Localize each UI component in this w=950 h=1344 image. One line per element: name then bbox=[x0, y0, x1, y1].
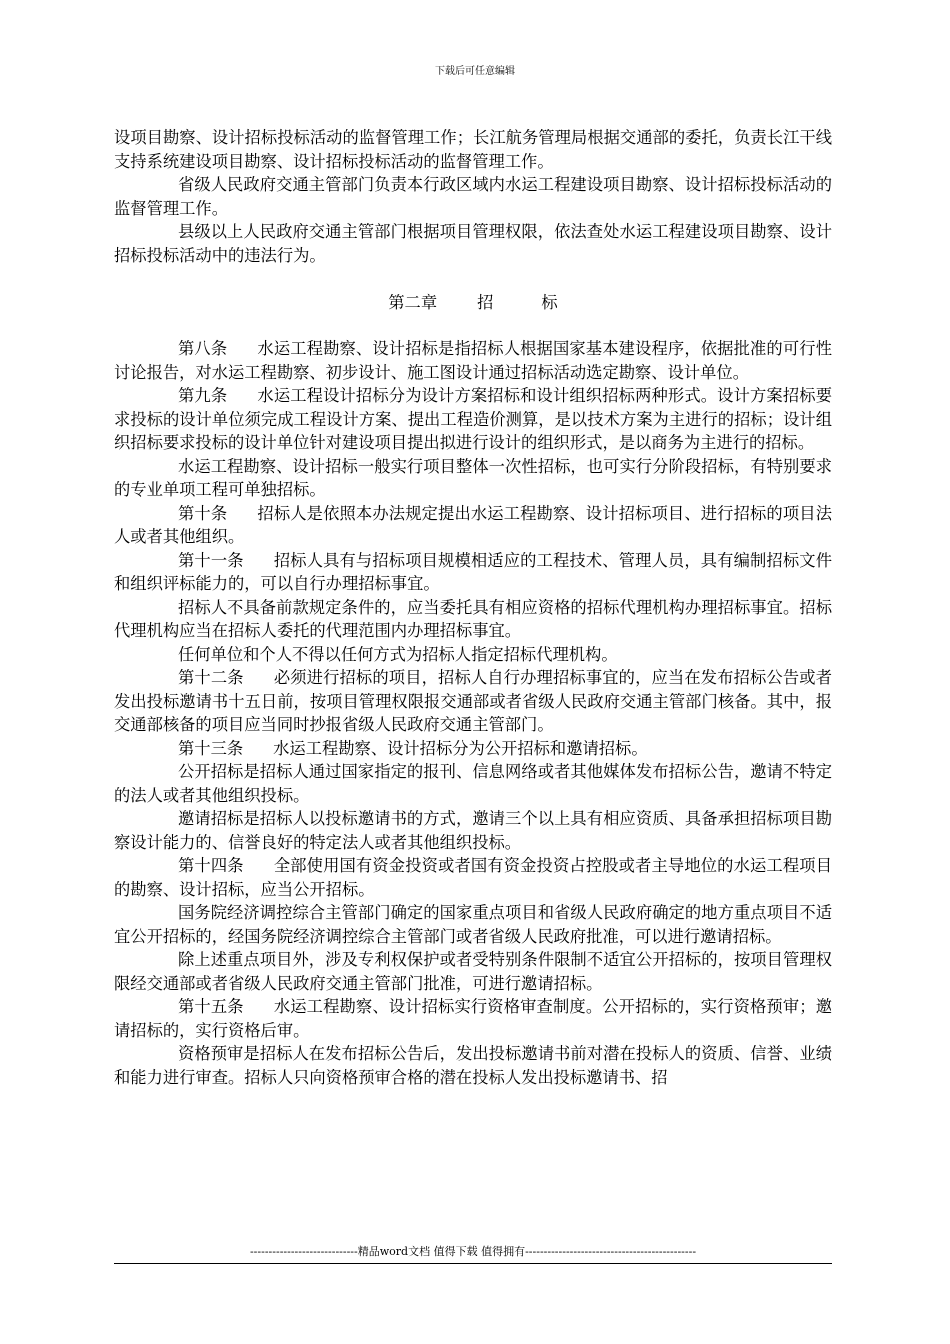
article-text: 水运工程设计招标分为设计方案招标和设计组织招标两种形式。设计方案招标要求投标的设计单位须完成工程设计方案、提出工程造价测算，是以技术方案为主进行的招标；设计组织招标要求投标的设计单位针对建设项目提出拟进行设计的组织形式，是以商务为主进行的招标。 bbox=[114, 386, 832, 452]
intro-paragraph: 省级人民政府交通主管部门负责本行政区域内水运工程建设项目勘察、设计招标投标活动的监督管理工作。 bbox=[114, 175, 832, 218]
article-10 bbox=[114, 502, 832, 549]
article-paragraph: 公开招标是招标人通过国家指定的报刊、信息网络或者其他媒体发布招标公告，邀请不特定的法人或者其他组织投标。 bbox=[114, 762, 832, 805]
article-label: 第十一条 bbox=[178, 550, 244, 570]
article-text: 水运工程勘察、设计招标是指招标人根据国家基本建设程序，依据批准的可行性讨论报告，对水运工程勘察、初步设计、施工图设计通过招标活动选定勘察、设计单位。 bbox=[114, 339, 832, 382]
chapter-heading bbox=[114, 291, 832, 315]
intro-paragraph: 县级以上人民政府交通主管部门根据项目管理权限，依法查处水运工程建设项目勘察、设计招标投标活动中的违法行为。 bbox=[114, 222, 832, 265]
article-label: 第十四条 bbox=[178, 856, 244, 875]
article-9 bbox=[114, 384, 832, 455]
document-body bbox=[114, 126, 832, 1089]
article-paragraph: 邀请招标是招标人以投标邀请书的方式，邀请三个以上具有相应资质、具备承担招标项目勘察设计能力的、信誉良好的特定法人或者其他组织投标。 bbox=[114, 809, 832, 852]
article-text: 招标人是依照本办法规定提出水运工程勘察、设计招标项目、进行招标的项目法人或者其他组织。 bbox=[114, 503, 832, 546]
article-paragraph: 水运工程勘察、设计招标一般实行项目整体一次性招标，也可实行分阶段招标，有特别要求的专业单项工程可单独招标。 bbox=[114, 456, 832, 499]
article-13 bbox=[114, 737, 832, 761]
article-paragraph: 招标人不具备前款规定条件的，应当委托具有相应资格的招标代理机构办理招标事宜。招标代理机构应当在招标人委托的代理范围内办理招标事宜。 bbox=[114, 597, 832, 640]
article-text: 水运工程勘察、设计招标实行资格审查制度。公开招标的，实行资格预审；邀请招标的，实行资格后审。 bbox=[114, 997, 832, 1040]
article-label: 第九条 bbox=[178, 386, 228, 405]
article-paragraph: 除上述重点项目外，涉及专利权保护或者受特别条件限制不适宜公开招标的，按项目管理权限经交通部或者省级人民政府交通主管部门批准，可进行邀请招标。 bbox=[114, 950, 832, 993]
article-12 bbox=[114, 666, 832, 737]
intro-paragraph: 设项目勘察、设计招标投标活动的监督管理工作；长江航务管理局根据交通部的委托，负责长江干线支持系统建设项目勘察、设计招标投标活动的监督管理工作。 bbox=[114, 128, 832, 171]
article-paragraph: 国务院经济调控综合主管部门确定的国家重点项目和省级人民政府确定的地方重点项目不适宜公开招标的，经国务院经济调控综合主管部门或者省级人民政府批准，可以进行邀请招标。 bbox=[114, 903, 832, 946]
article-text: 招标人具有与招标项目规模相适应的工程技术、管理人员，具有编制招标文件和组织评标能力的，可以自行办理招标事宜。 bbox=[114, 550, 832, 593]
article-14 bbox=[114, 854, 832, 901]
chapter-title-char: 招 bbox=[477, 293, 494, 312]
article-paragraph: 任何单位和个人不得以任何方式为招标人指定招标代理机构。 bbox=[178, 644, 618, 664]
article-label: 第十五条 bbox=[178, 997, 244, 1016]
article-paragraph: 资格预审是招标人在发布招标公告后，发出投标邀请书前对潜在投标人的资质、信誉、业绩和能力进行审查。招标人只向资格预审合格的潜在投标人发出投标邀请书、招 bbox=[114, 1044, 832, 1087]
article-label: 第十三条 bbox=[178, 738, 244, 758]
article-text: 必须进行招标的项目，招标人自行办理招标事宜的，应当在发布招标公告或者发出投标邀请书十五日前，按项目管理权限报交通部或者省级人民政府交通主管部门核备。其中，报交通部核备的项目应当同时抄报省级人民政府交通主管部门。 bbox=[114, 668, 832, 734]
article-text: 全部使用国有资金投资或者国有资金投资占控股或者主导地位的水运工程项目的勘察、设计招标，应当公开招标。 bbox=[114, 856, 832, 899]
article-8 bbox=[114, 337, 832, 384]
article-11 bbox=[114, 549, 832, 596]
page-header: 下载后可任意编辑 bbox=[435, 66, 515, 77]
chapter-number: 第二章 bbox=[388, 293, 438, 312]
article-text: 水运工程勘察、设计招标分为公开招标和邀请招标。 bbox=[273, 738, 648, 758]
article-label: 第八条 bbox=[178, 339, 228, 358]
footer-rule bbox=[114, 1263, 832, 1264]
page-footer: -----------------------------精品word文档 值得下载 值得拥有---------------------------------------------- bbox=[249, 1245, 697, 1258]
article-label: 第十二条 bbox=[178, 668, 244, 687]
chapter-title-char: 标 bbox=[541, 293, 558, 312]
article-15 bbox=[114, 995, 832, 1042]
article-label: 第十条 bbox=[178, 503, 228, 523]
